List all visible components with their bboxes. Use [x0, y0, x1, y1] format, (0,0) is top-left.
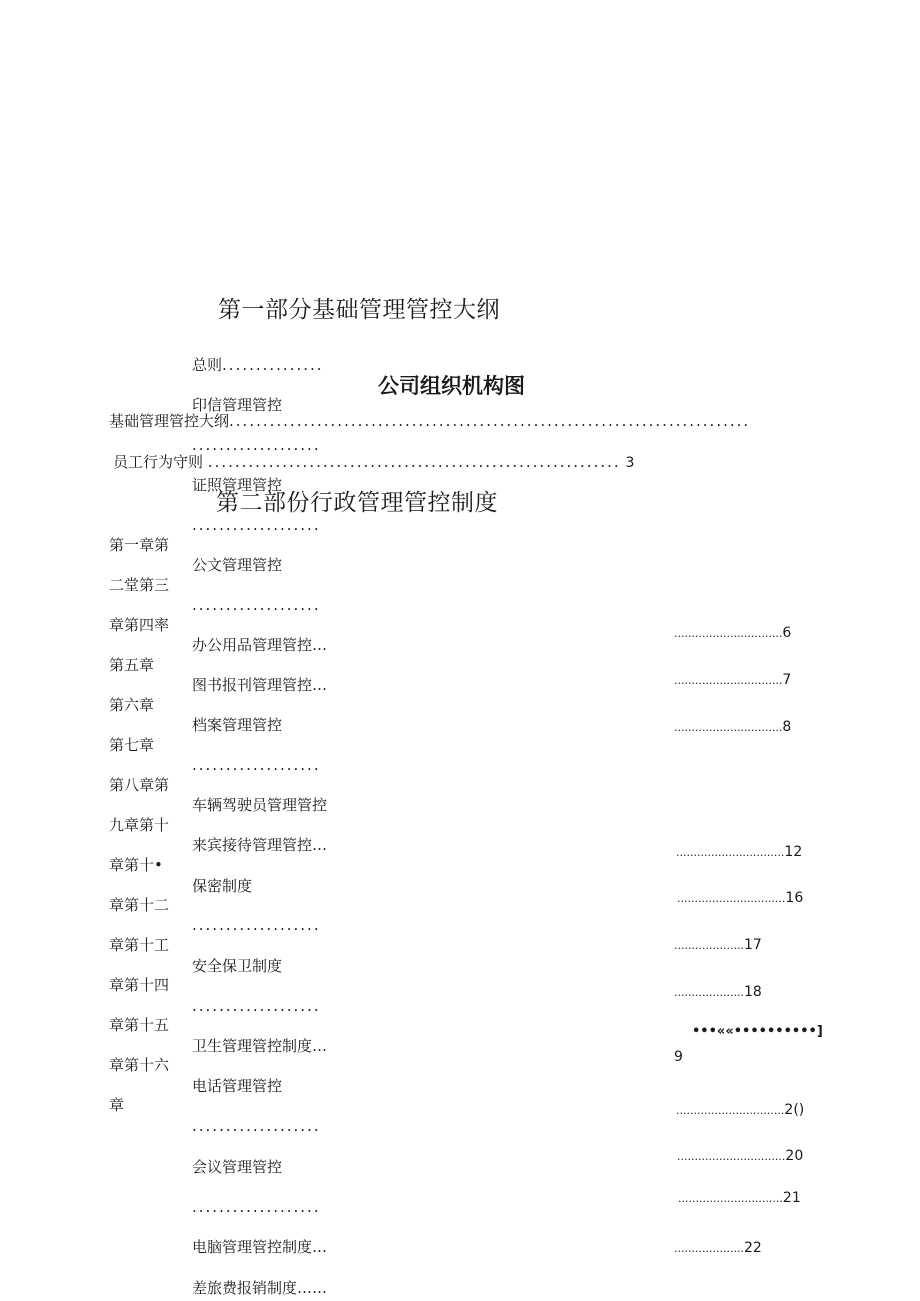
page-ref-dots: ...............................: [674, 674, 783, 687]
page-ref: [676, 841, 802, 860]
page-ref-number: 12: [784, 844, 803, 860]
part2-title: 第二部份行政管理管控制度: [216, 490, 498, 516]
toc-item-label[interactable]: 电话管理管控: [192, 1077, 283, 1095]
toc-item-label[interactable]: 证照管理管控: [192, 476, 283, 494]
toc-item-label[interactable]: 印信管理管控: [192, 396, 283, 414]
page-ref-dots: ...............................: [677, 1150, 786, 1163]
chapter-label: 章第十二: [109, 896, 170, 914]
page-ref-dots: ....................: [674, 939, 744, 952]
chapter-label: 第一章第: [109, 536, 170, 554]
toc-item-label[interactable]: 车辆驾驶员管理管控: [192, 796, 328, 814]
chapter-label: 二堂第三: [109, 576, 170, 594]
page-ref-dots: ....................: [674, 986, 744, 999]
toc-item[interactable]: [192, 354, 324, 375]
toc-item-leader: ...................: [192, 516, 321, 534]
toc-item-label[interactable]: 公文管理管控: [192, 556, 283, 574]
toc-row-page: 3: [625, 455, 635, 471]
page-ref-dots: ...............................: [674, 627, 783, 640]
page-ref-dots: ...............................: [676, 1104, 785, 1117]
toc-item-leader: ...................: [192, 997, 321, 1015]
page-ref-number: 8: [782, 719, 792, 735]
toc-item-label: 总则: [192, 356, 223, 374]
page-ref-number: 9: [674, 1049, 683, 1065]
chapter-label: 第五章: [109, 656, 155, 674]
toc-row-leader: .............................................................................: [229, 412, 751, 430]
page-ref: [674, 934, 762, 953]
page-ref-number: 16: [785, 890, 804, 906]
chapter-label: 第八章第: [109, 776, 170, 794]
chapter-label: 第六章: [109, 696, 155, 714]
page-ref-number: 6: [782, 625, 792, 641]
page-ref: [674, 716, 791, 735]
page-ref-number: 7: [782, 672, 792, 688]
chapter-label: 章第十六: [109, 1056, 170, 1074]
chapter-label: 章: [109, 1096, 125, 1114]
page-ref-dots: ...............................: [676, 846, 785, 859]
toc-item-leader: ...................: [192, 436, 321, 454]
page-ref-number: 22: [743, 1240, 762, 1256]
chapter-label: 九章第十: [109, 816, 170, 834]
toc-item-leader: ...................: [192, 756, 321, 774]
toc-item-leader: ...................: [192, 916, 321, 934]
page-ref: [676, 1099, 804, 1118]
page-ref-number: 21: [782, 1190, 801, 1206]
chapter-label: 章第四率: [109, 616, 170, 634]
toc-item-label[interactable]: 保密制度: [192, 877, 253, 895]
toc-item-label[interactable]: 卫生管理管控制度…: [192, 1037, 328, 1055]
chapter-label: 章第十工: [109, 936, 170, 954]
page-ref-number: 18: [743, 984, 762, 1000]
part1-title: 第一部分基础管理管控大纲: [218, 297, 500, 323]
toc-item-label[interactable]: 安全保卫制度: [192, 957, 283, 975]
page-ref: [674, 981, 762, 1000]
page-ref-number: 2(): [784, 1102, 805, 1118]
page-ref-dots: ...............................: [674, 721, 783, 734]
toc-item-leader: ...................: [192, 1198, 321, 1216]
page-ref-number: 17: [743, 937, 762, 953]
page-ref-dots: ..............................: [678, 1192, 783, 1205]
page-ref-dots: ...............................: [677, 892, 786, 905]
page-ref: [674, 622, 791, 641]
toc-item-label[interactable]: 电脑管理管控制度…: [192, 1238, 328, 1256]
page-ref-garbled: •••««••••••••••]: [692, 1024, 823, 1039]
toc-row-label: 基础管理管控大纲: [109, 412, 230, 430]
page-ref: [674, 669, 791, 688]
toc-item-leader: ...............: [222, 356, 324, 374]
chapter-label: 第七章: [109, 736, 155, 754]
toc-row[interactable]: [113, 451, 634, 472]
toc-item-leader: ...................: [192, 596, 321, 614]
page-ref-number: 20: [785, 1148, 804, 1164]
org-chart-title: 公司组织机构图: [378, 374, 525, 398]
chapter-label: 章第十四: [109, 976, 170, 994]
page-ref: [677, 1145, 803, 1164]
toc-item-label[interactable]: 差旅费报销制度……: [192, 1279, 328, 1297]
page-ref-dots: ....................: [674, 1242, 744, 1255]
toc-item-leader: ...................: [192, 1117, 321, 1135]
chapter-label: 章第十五: [109, 1016, 170, 1034]
page-ref: [677, 887, 803, 906]
toc-item-label[interactable]: 图书报刊管理管控…: [192, 676, 328, 694]
toc-row-leader: .............................................................: [207, 453, 621, 471]
toc-item-label[interactable]: 会议管理管控: [192, 1158, 283, 1176]
toc-item-label[interactable]: 档案管理管控: [192, 716, 283, 734]
toc-item-label[interactable]: 办公用品管理管控…: [192, 636, 328, 654]
page-ref: [674, 1237, 762, 1256]
toc-row-label: 员工行为守则: [113, 453, 204, 471]
page-ref: [678, 1187, 801, 1206]
toc-item-label[interactable]: 来宾接待管理管控…: [192, 836, 328, 854]
chapter-label: 章第十•: [109, 856, 163, 874]
